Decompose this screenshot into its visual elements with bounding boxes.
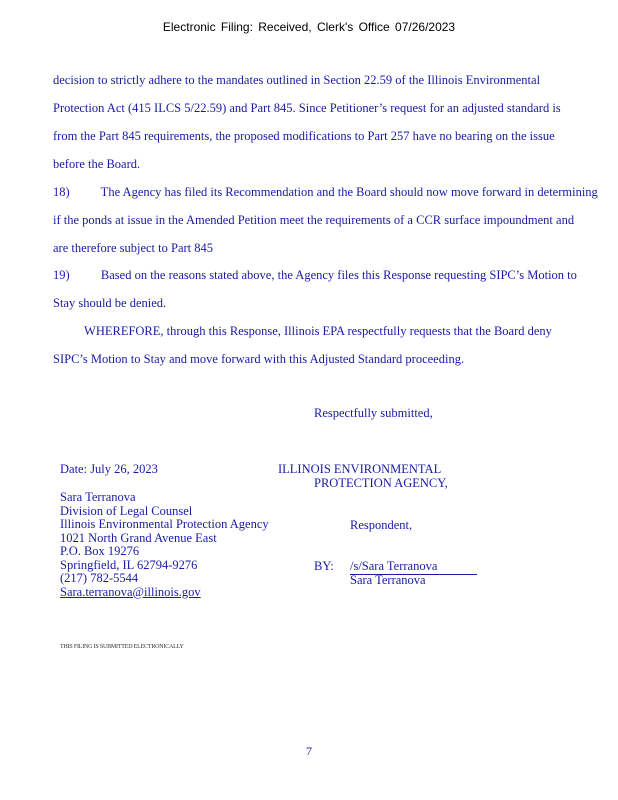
contact-line: Sara Terranova: [60, 490, 136, 504]
agency-line1: ILLINOIS ENVIRONMENTAL: [278, 462, 442, 476]
body-line: are therefore subject to Part 845: [53, 241, 214, 255]
agency-line2: PROTECTION AGENCY,: [314, 476, 448, 490]
contact-line: 1021 North Grand Avenue East: [60, 530, 217, 545]
body-line: if the ponds at issue in the Amended Petition meet the requirements of a CCR surface impoundment and: [53, 213, 575, 227]
by-label: BY:: [314, 559, 334, 573]
body-line: from the Part 845 requirements, the proposed modifications to Part 257 have no bearing on the issue: [53, 129, 555, 143]
signature-name: Sara Terranova: [350, 573, 426, 587]
electronic-filing-note: THIS FILING IS SUBMITTED ELECTRONICALLY: [60, 644, 184, 650]
body-line: before the Board.: [53, 157, 141, 171]
body-line: 19) Based on the reasons stated above, the Agency files this Response requesting SIPC’s Motion to: [53, 268, 577, 282]
contact-line: Springfield, IL 62794-9276: [60, 557, 198, 572]
body-line: WHEREFORE, through this Response, Illinois EPA respectfully requests that the Board deny: [53, 324, 552, 338]
body-line: Protection Act (415 ILCS 5/22.59) and Part 845. Since Petitioner’s request for an adjusted standard is: [53, 101, 561, 115]
filing-header: Electronic Filing: Received, Clerk's Office 07/26/2023: [162, 20, 456, 34]
signature: /s/Sara Terranova: [350, 560, 477, 575]
date: Date: July 26, 2023: [60, 462, 158, 476]
contact-line: Illinois Environmental Protection Agency: [60, 517, 269, 531]
contact-line: Division of Legal Counsel: [60, 503, 193, 518]
contact-line: P.O. Box 19276: [60, 544, 140, 558]
body-line: SIPC’s Motion to Stay and move forward with this Adjusted Standard proceeding.: [53, 352, 465, 366]
contact-block: [60, 491, 269, 599]
body-line: Stay should be denied.: [53, 296, 167, 310]
body-line: decision to strictly adhere to the mandates outlined in Section 22.59 of the Illinois Environmental: [53, 73, 541, 87]
contact-line: (217) 782-5544: [60, 571, 139, 585]
email-link[interactable]: Sara.terranova@illinois.gov: [60, 584, 201, 599]
respondent: Respondent,: [350, 518, 413, 532]
body-line: 18) The Agency has filed its Recommendation and the Board should now move forward in determining: [53, 185, 598, 199]
page-number: 7: [306, 744, 312, 758]
closing: Respectfully submitted,: [314, 406, 433, 420]
